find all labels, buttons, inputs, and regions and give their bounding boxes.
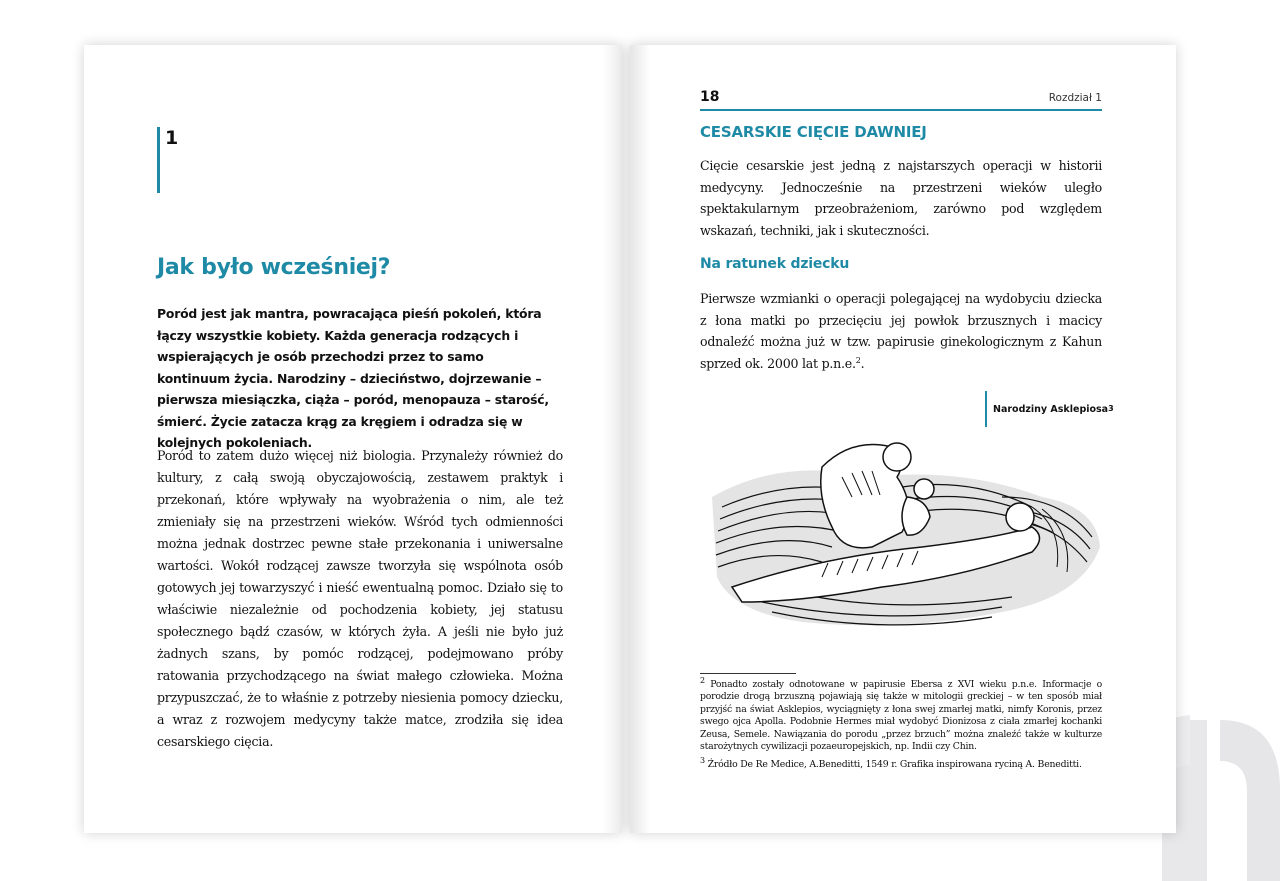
- footnote-number: 3: [700, 756, 705, 766]
- section-title: CESARSKIE CIĘCIE DAWNIEJ: [700, 123, 927, 141]
- intro-paragraph: Cięcie cesarskie jest jedną z najstarszych operacji w historii medycyny. Jednocześnie na przestrzeni wieków uległo spektakularnym przeobrażeniom, zarówno pod względem wskazań, techniki, jak i skuteczności.: [700, 158, 1102, 238]
- running-chapter-title: Rozdział 1: [1048, 92, 1102, 104]
- footnote-text: Źródło De Re Medice, A.Beneditti, 1549 r. Grafika inspirowana ryciną A. Beneditti.: [707, 759, 1082, 771]
- gutter-shadow: [630, 45, 650, 833]
- chapter-marker: [157, 127, 178, 193]
- subsection-paragraph: [700, 288, 1102, 374]
- footnotes: [700, 675, 1102, 778]
- lead-paragraph: Poród jest jak mantra, powracająca pieśń pokoleń, która łączy wszystkie kobiety. Każda generacja rodzących i wspierających je osób przechodzi przez to samo kontinuum życia. Narodziny – dzieciństwo, dojrzewanie – pierwsza miesiączka, ciąża – poród, menopauza – starość, śmierć. Życie zatacza krąg za kręgiem i odradza się w kolejnych pokoleniach.: [157, 306, 549, 450]
- chapter-number: 1: [165, 127, 179, 149]
- left-page: [84, 45, 622, 833]
- footnote-text: Ponadto zostały odnotowane w papirusie Ebersa z XVI wieku p.n.e. Informacje o porodzie drogą brzuszną pojawiają się także w mitologii greckiej – w ten sposób miał przyjść na świat Asklepios, wyciągnięty z łona swej zmarłej matki, nimfy Koronis, przez swego ojca Apolla. Podobnie Hermes miał wydobyć Dionizosa z ciała zmarłej kochanki Zeusa, Semele. Nawiązania do porodu „przez brzuch” można znaleźć także w kulturze starożytnych cywilizacji pozaeuropejskich, np. Indii czy Chin.: [700, 679, 1102, 753]
- subsection-text: Pierwsze wzmianki o operacji polegającej na wydobyciu dziecka z łona matki po przecięciu jej powłok brzusznych i macicy odnaleźć można już w tzw. papirusie ginekologicznym z Kahun sprzed ok. 2000 lat p.n.e.: [700, 291, 1102, 371]
- footnote-number: 2: [700, 675, 705, 685]
- birth-of-asclepius-engraving: [702, 437, 1102, 637]
- footnote: [700, 675, 1102, 753]
- sentence-period: .: [860, 355, 865, 371]
- footnote: [700, 756, 1102, 771]
- footnote-separator: [700, 673, 796, 674]
- body-paragraph: Poród to zatem dużo więcej niż biologia. Przynależy również do kultury, z całą swoją obyczajowością, zestawem praktyk i przekonań, które wpływały na wyobrażenia o nim, ale też zmieniały się na przestrzeni wieków. Wśród tych odmienności można jednak dostrzec pewne stałe przekonania i uniwersalne wartości. Wokół rodzącej zawsze tworzyła się wspólnota osób gotowych jej towarzyszyć i nieść ewentualną pomoc. Działo się to właściwie niezależnie od pochodzenia kobiety, jej statusu społecznego bądź czasów, w których żyła. A jeśli nie było już żadnych szans, by pomóc rodzącej, podejmowano próby ratowania przychodzącego na świat małego człowieka. Można przypuszczać, że to właśnie z potrzeby niesienia pomocy dziecku, a wraz z rozwojem medycyny także matce, zrodziła się idea cesarskiego cięcia.: [157, 448, 563, 749]
- chapter-title: Jak było wcześniej?: [157, 255, 391, 280]
- figure-caption-text: Narodziny Asklepiosa: [993, 403, 1109, 415]
- running-header: [700, 89, 1102, 111]
- right-page: [630, 45, 1176, 833]
- gutter-shadow: [602, 45, 622, 833]
- figure-caption: Narodziny Asklepiosa 3: [985, 391, 1114, 427]
- footnote-reference: 2: [855, 355, 861, 365]
- subsection-title: Na ratunek dziecku: [700, 256, 850, 272]
- page-number: 18: [700, 89, 720, 105]
